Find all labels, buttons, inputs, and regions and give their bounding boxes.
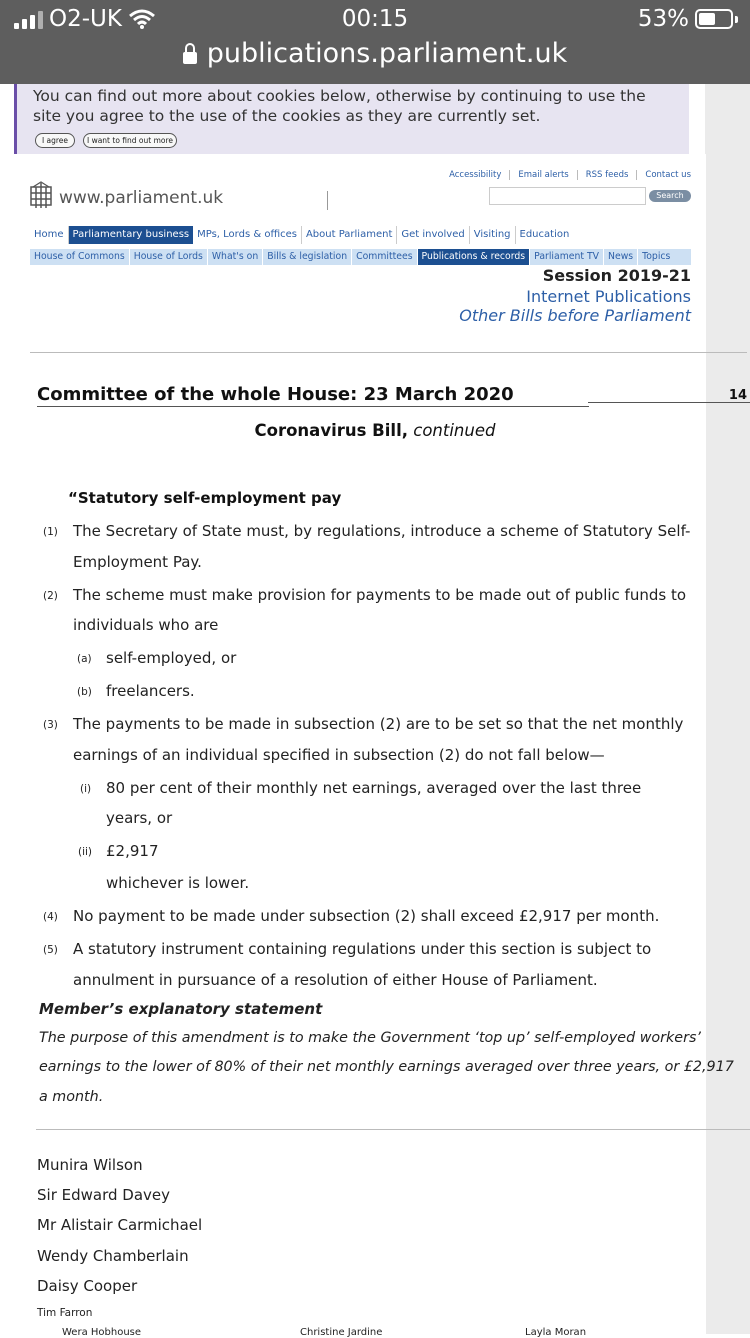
email-alerts-link[interactable]: Email alerts [510,170,577,180]
rss-feeds-link[interactable]: RSS feeds [578,170,638,180]
member-name-cut: Wera Hobhouse [62,1327,142,1338]
top-links [441,170,691,180]
page-margin [705,84,750,1334]
contact-us-link[interactable]: Contact us [645,170,691,180]
browser-chrome [0,0,750,84]
secondary-nav [30,249,691,265]
subclause-number: (i) [80,783,92,795]
nav-parliamentary-business[interactable]: Parliamentary business [69,226,194,244]
subnav-topics[interactable]: Topics [642,251,671,262]
member-name: Wendy Chamberlain [37,1247,189,1265]
member-name: Munira Wilson [37,1156,143,1174]
session-label: Session 2019-21 [542,266,691,285]
member-name: Mr Alistair Carmichael [37,1216,203,1234]
member-name-cut: Christine Jardine [300,1327,383,1338]
battery-icon [695,9,733,29]
clause-line: Employment Pay. [73,553,202,571]
subclause-number: (a) [77,653,92,665]
page-title: Committee of the whole House: 23 March 2020 [37,384,514,405]
clause-number: (2) [43,590,58,602]
search-input[interactable] [489,187,646,205]
cookie-text: You can find out more about cookies below, otherwise by continuing to use the site you agree to the use of the cookies as they are currently set. [33,87,646,125]
search-button[interactable]: Search [649,190,691,202]
accessibility-link[interactable]: Accessibility [441,170,510,180]
internet-publications-link[interactable]: Internet Publications [526,287,691,306]
clause-line: individuals who are [73,616,219,634]
bill-subtitle [0,421,750,440]
site-logo[interactable]: www.parliament.uk [59,188,224,208]
clause-line: A statutory instrument containing regulations under this section is subject to [73,940,652,958]
subnav-house-of-commons[interactable]: House of Commons [30,249,130,265]
subnav-news[interactable]: News [604,249,638,265]
subnav-bills-legislation[interactable]: Bills & legislation [263,249,352,265]
primary-nav [30,226,573,244]
clause-line: No payment to be made under subsection (2) shall exceed £2,917 per month. [73,907,660,925]
divider [30,352,747,353]
clock: 00:15 [341,6,409,32]
find-out-more-button[interactable]: I want to find out more [83,133,177,148]
other-bills-link[interactable]: Other Bills before Parliament [459,306,691,325]
agree-button[interactable]: I agree [35,133,75,148]
logo-divider [327,191,328,210]
statement-heading: Member’s explanatory statement [39,1000,323,1018]
statement-line: a month. [39,1089,104,1105]
clause-heading: “Statutory self-employment pay [68,489,342,507]
statement-line: The purpose of this amendment is to make the Government ‘top up’ self-employed workers’ [39,1030,701,1046]
subnav-parliament-tv[interactable]: Parliament TV [530,249,604,265]
nav-mps-lords-offices[interactable]: MPs, Lords & offices [193,226,302,244]
cookie-banner [14,84,689,154]
bill-name: Coronavirus Bill, [254,421,408,440]
subclause-text: self-employed, or [106,649,237,667]
subclause-text: freelancers. [106,682,195,700]
nav-get-involved[interactable]: Get involved [397,226,469,244]
member-name: Sir Edward Davey [37,1186,171,1204]
portcullis-icon [30,181,52,208]
page-rule [588,402,750,403]
divider [36,1129,750,1130]
clause-number: (1) [43,526,58,538]
subnav-publications-records[interactable]: Publications & records [418,249,531,265]
subclause-text: years, or [106,809,173,827]
nav-education[interactable]: Education [519,229,570,240]
member-name-cut: Layla Moran [525,1327,587,1338]
title-underline [37,406,589,407]
nav-visiting[interactable]: Visiting [470,226,516,244]
whichever-text: whichever is lower. [106,874,250,892]
subclause-number: (ii) [78,846,93,858]
carrier-label: O2-UK [49,6,122,32]
subclause-text: 80 per cent of their monthly net earnings, averaged over the last three [106,779,642,797]
battery-percent: 53% [637,6,689,32]
status-right [638,6,738,32]
nav-about-parliament[interactable]: About Parliament [302,226,397,244]
bill-continued: continued [413,421,496,440]
clause-number: (4) [43,911,58,923]
subnav-whats-on[interactable]: What's on [208,249,263,265]
clause-line: earnings of an individual specified in subsection (2) do not fall below— [73,746,605,764]
member-name: Daisy Cooper [37,1277,138,1295]
subclause-text: £2,917 [106,842,159,860]
page-number: 14 [728,388,747,403]
statement-line: earnings to the lower of 80% of their net monthly earnings averaged over three years, or £2,917 [39,1059,734,1075]
url-text: publications.parliament.uk [206,38,568,69]
address-bar[interactable] [0,38,750,69]
clause-line: The scheme must make provision for payments to be made out of public funds to [73,586,687,604]
lock-icon [183,52,197,64]
clause-number: (5) [43,944,58,956]
nav-home[interactable]: Home [30,226,69,244]
subclause-number: (b) [77,686,92,698]
clause-line: The payments to be made in subsection (2) are to be set so that the net monthly [73,715,684,733]
clause-line: The Secretary of State must, by regulations, introduce a scheme of Statutory Self- [73,522,691,540]
subnav-house-of-lords[interactable]: House of Lords [130,249,208,265]
member-name-small: Tim Farron [37,1307,93,1319]
clause-number: (3) [43,719,58,731]
subnav-committees[interactable]: Committees [352,249,417,265]
clause-line: annulment in pursuance of a resolution of either House of Parliament. [73,971,598,989]
